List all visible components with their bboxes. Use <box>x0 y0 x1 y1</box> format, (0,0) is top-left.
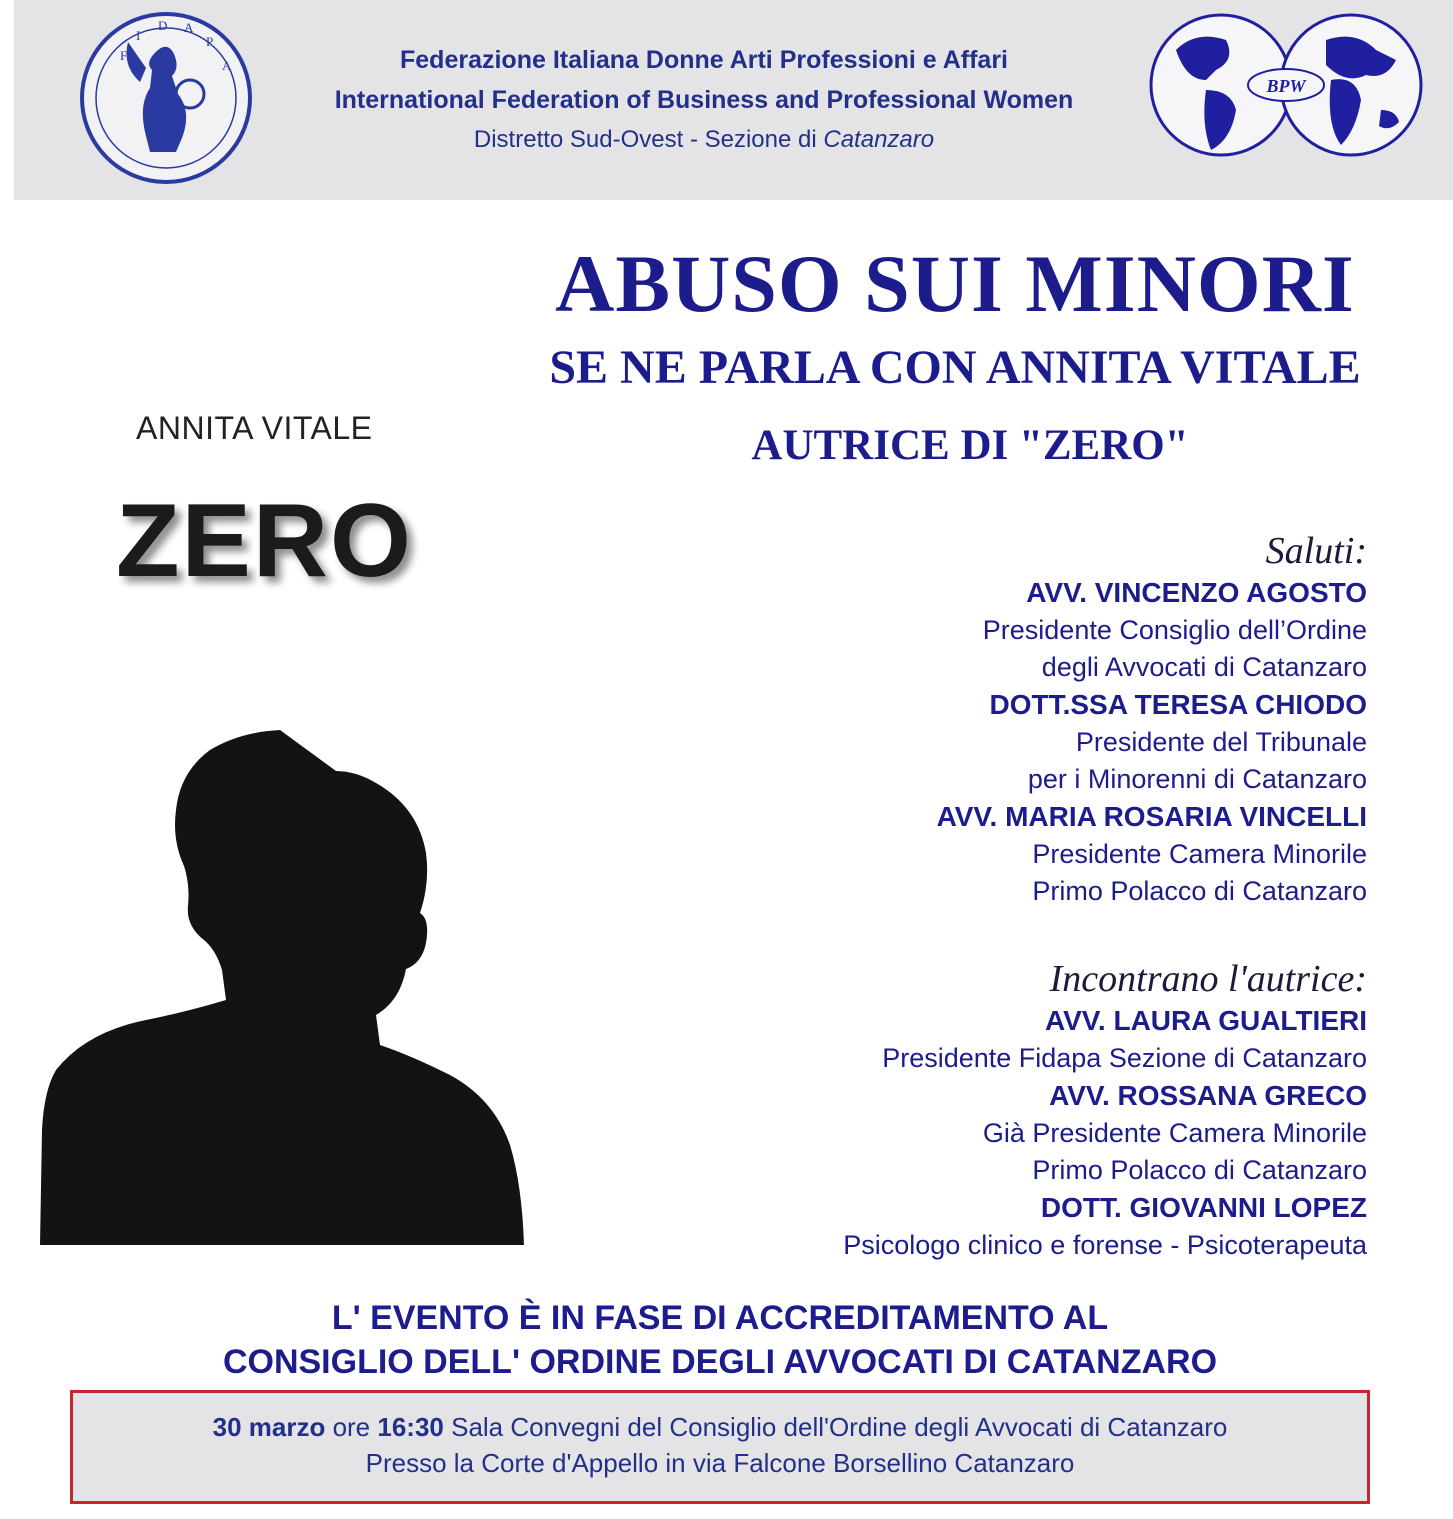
bpw-globe-logo <box>1136 10 1436 165</box>
speaker-role: Presidente Fidapa Sezione di Catanzaro <box>882 1043 1367 1073</box>
book-title: ZERO <box>116 483 413 599</box>
org-name-italian: Federazione Italiana Donne Arti Professioni e Affari <box>400 46 1008 74</box>
speaker-role: Presidente Camera Minorile <box>1032 839 1367 869</box>
speaker-role: Presidente Consiglio dell’Ordine <box>982 615 1367 645</box>
incontrano-heading: Incontrano l'autrice: <box>1049 958 1367 1000</box>
event-title-block <box>475 236 1435 469</box>
event-subtitle: SE NE PARLA CON ANNITA VITALE <box>549 341 1361 394</box>
speaker-role: Psicologo clinico e forense - Psicoterapeuta <box>843 1230 1367 1260</box>
accreditation-line-1: L' EVENTO È IN FASE DI ACCREDITAMENTO AL <box>331 1299 1109 1337</box>
fidapa-letter: I <box>136 28 141 43</box>
accreditation-line-2: CONSIGLIO DELL' ORDINE DEGLI AVVOCATI DI CATANZARO <box>222 1343 1218 1381</box>
speaker-role: Già Presidente Camera Minorile <box>982 1118 1367 1148</box>
fidapa-letter: A <box>222 58 232 73</box>
event-venue: Sala Convegni del Consiglio dell'Ordine degli Avvocati di Catanzaro <box>443 1412 1228 1442</box>
fidapa-logo <box>76 8 256 193</box>
speaker-name: AVV. VINCENZO AGOSTO <box>1026 577 1367 608</box>
speaker-name: AVV. ROSSANA GRECO <box>1049 1080 1367 1111</box>
event-time: 16:30 <box>377 1412 444 1442</box>
header-banner <box>14 0 1453 200</box>
org-district: Distretto Sud-Ovest - Sezione di Catanzaro <box>473 126 935 153</box>
saluti-heading: Saluti: <box>1265 530 1367 572</box>
org-name-english: International Federation of Business and Professional Women <box>334 86 1074 114</box>
speaker-name: DOTT. GIOVANNI LOPEZ <box>1040 1192 1367 1223</box>
speaker-role: per i Minorenni di Catanzaro <box>1027 764 1367 794</box>
speaker-role: Primo Polacco di Catanzaro <box>1032 876 1367 906</box>
speaker-role: Primo Polacco di Catanzaro <box>1032 1155 1367 1185</box>
speaker-name: AVV. MARIA ROSARIA VINCELLI <box>936 801 1367 832</box>
fidapa-letter: F <box>120 48 128 63</box>
event-datetime-venue: 30 marzo ore 16:30 Sala Convegni del Consiglio dell'Ordine degli Avvocati di Catanzaro <box>212 1412 1228 1442</box>
book-author: ANNITA VITALE <box>136 410 373 446</box>
speakers-list <box>567 528 1367 1264</box>
organization-info <box>264 40 1144 160</box>
event-details-box <box>70 1390 1370 1504</box>
author-line: AUTRICE DI "ZERO" <box>751 422 1189 469</box>
speaker-name: DOTT.SSA TERESA CHIODO <box>989 689 1367 720</box>
fidapa-letter: D <box>158 18 168 33</box>
bpw-logo-text: BPW <box>1266 76 1306 96</box>
speaker-role: Presidente del Tribunale <box>1075 727 1367 757</box>
event-address: Presso la Corte d'Appello in via Falcone Borsellino Catanzaro <box>365 1448 1075 1478</box>
fidapa-letter: P <box>206 34 214 49</box>
event-date: 30 marzo <box>212 1412 326 1442</box>
event-title: ABUSO SUI MINORI <box>555 238 1355 329</box>
book-cover <box>40 400 540 1270</box>
speaker-name: AVV. LAURA GUALTIERI <box>1044 1005 1367 1036</box>
fidapa-letter: A <box>184 20 194 35</box>
accreditation-notice <box>100 1296 1340 1384</box>
speaker-role: degli Avvocati di Catanzaro <box>1041 652 1367 682</box>
silhouette-image <box>40 720 540 1265</box>
